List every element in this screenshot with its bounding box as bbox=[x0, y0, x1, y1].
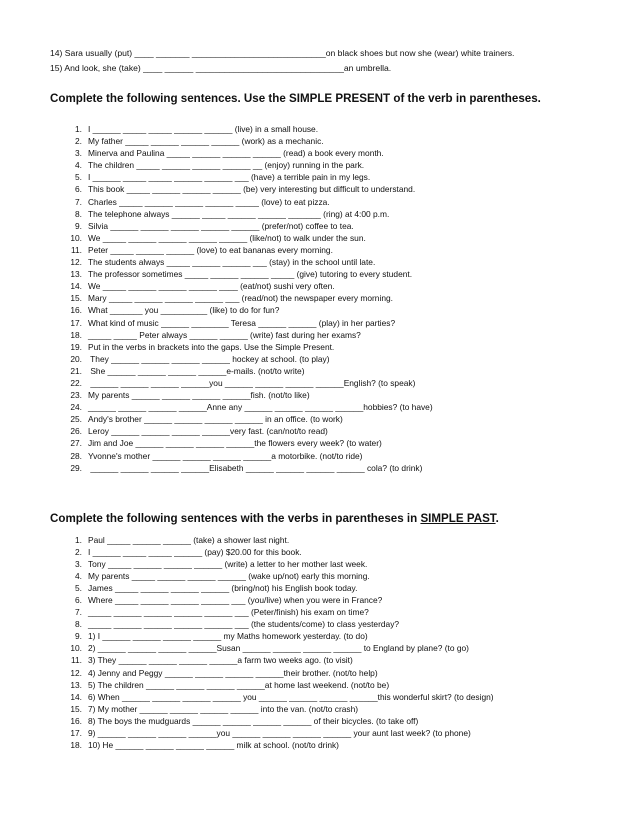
exercise-item bbox=[66, 341, 335, 353]
item-text: Minerva and Paulina _____ ______ ______ ______ (read) a book every month. bbox=[88, 148, 384, 159]
exercise-item bbox=[66, 317, 396, 329]
exercise-item bbox=[66, 534, 290, 546]
exercise-item bbox=[66, 546, 302, 558]
item-text: 5) The children ______ ______ ______ ______at home last weekend. (not/to be) bbox=[88, 679, 390, 690]
exercise-item bbox=[66, 220, 354, 232]
exercise-item bbox=[66, 642, 469, 654]
heading-prefix: Complete the following sentences with the verbs in parentheses in bbox=[50, 512, 421, 525]
item-number: 22. bbox=[70, 377, 82, 388]
exercise-item bbox=[66, 183, 416, 195]
exercise-item bbox=[66, 280, 335, 292]
exercise-item bbox=[66, 208, 390, 220]
simple-past-list bbox=[66, 534, 494, 751]
section-heading-simple-past bbox=[50, 512, 499, 525]
item-text: 6) When ______ ______ ______ ______ you ______ ______ ______ ______this wonderful skirt? (to design) bbox=[88, 691, 494, 702]
item-number: 2. bbox=[75, 547, 82, 558]
item-text: ______ ______ ______ ______Anne any ______ ______ ______ ______hobbies? (to have) bbox=[88, 402, 433, 413]
exercise-item bbox=[66, 377, 416, 389]
item-number: 15. bbox=[70, 703, 82, 714]
item-number: 8. bbox=[75, 208, 82, 219]
exercise-item bbox=[66, 147, 384, 159]
item-text: The students always _____ ______ ______ ___ (stay) in the school until late. bbox=[88, 257, 376, 268]
item-text: I ______ _____ _____ ______ ______ ___ (have) a terrible pain in my legs. bbox=[88, 172, 371, 183]
item-text: My parents ______ ______ ______ ______fish. (not/to like) bbox=[88, 390, 310, 401]
item-number: 1. bbox=[75, 124, 82, 134]
exercise-item bbox=[66, 159, 365, 171]
exercise-item bbox=[66, 703, 359, 715]
exercise-item bbox=[66, 437, 382, 449]
item-text: They ______ ______ ______ ______ hockey at school. (to play) bbox=[88, 353, 330, 364]
item-number: 11. bbox=[70, 655, 82, 666]
item-text: Charles _____ ______ ______ ______ _____ (love) to eat pizza. bbox=[88, 196, 330, 207]
item-number: 7. bbox=[75, 607, 82, 618]
item-number: 28. bbox=[70, 450, 82, 461]
exercise-line-14: 14) Sara usually (put) ____ _______ ____________________________on black shoes but now she (wear) white trainers. bbox=[50, 48, 515, 58]
item-text: 9) ______ ______ ______ ______you ______ ______ ______ ______ your aunt last week? (to phone) bbox=[88, 727, 471, 738]
item-text: 10) He ______ ______ ______ ______ milk at school. (not/to drink) bbox=[88, 739, 339, 750]
exercise-item bbox=[66, 715, 419, 727]
item-text: She ______ ______ ______ ______e-mails. (not/to write) bbox=[88, 365, 305, 376]
exercise-item bbox=[66, 256, 376, 268]
exercise-item bbox=[66, 292, 393, 304]
exercise-item bbox=[66, 558, 368, 570]
item-text: 1) I ______ ______ ______ ______ my Maths homework yesterday. (to do) bbox=[88, 631, 368, 642]
item-number: 2. bbox=[75, 136, 82, 147]
item-number: 8. bbox=[75, 619, 82, 630]
item-text: 7) My mother ______ ______ ______ ______ into the van. (not/to crash) bbox=[88, 703, 359, 714]
item-number: 9. bbox=[75, 220, 82, 231]
item-number: 21. bbox=[70, 365, 82, 376]
exercise-item bbox=[66, 329, 361, 341]
item-number: 27. bbox=[70, 438, 82, 449]
item-text: 4) Jenny and Peggy ______ ______ ______ ______their brother. (not/to help) bbox=[88, 667, 378, 678]
exercise-item bbox=[66, 135, 324, 147]
item-text: Jim and Joe ______ ______ ______ ______the flowers every week? (to water) bbox=[88, 438, 382, 449]
item-number: 19. bbox=[70, 341, 82, 352]
exercise-item bbox=[66, 425, 328, 437]
item-text: Yvonne's mother ______ ______ ______ ______a motorbike. (not/to ride) bbox=[88, 450, 363, 461]
exercise-item bbox=[66, 196, 330, 208]
item-text: Paul _____ ______ ______ (take) a shower last night. bbox=[88, 535, 290, 545]
item-text: Mary _____ ______ ______ ______ ___ (read/not) the newspaper every morning. bbox=[88, 293, 393, 304]
item-text: My parents _____ ______ ______ ______ (wake up/not) early this morning. bbox=[88, 571, 370, 582]
item-number: 18. bbox=[70, 329, 82, 340]
item-text: 2) ______ ______ ______ ______Susan ______ ______ ______ ______ to England by plane? (to go) bbox=[88, 643, 469, 654]
item-number: 24. bbox=[70, 402, 82, 413]
exercise-item bbox=[66, 606, 369, 618]
exercise-item bbox=[66, 654, 353, 666]
item-text: _____ ______ ______ ______ ______ ___ (Peter/finish) his exam on time? bbox=[88, 607, 369, 618]
continued-exercise bbox=[50, 46, 514, 76]
item-number: 7. bbox=[75, 196, 82, 207]
item-number: 18. bbox=[70, 739, 82, 750]
item-number: 5. bbox=[75, 172, 82, 183]
exercise-item bbox=[66, 667, 378, 679]
exercise-item bbox=[66, 582, 358, 594]
item-text: This book _____ ______ ______ ______ (be) very interesting but difficult to understand. bbox=[88, 184, 416, 195]
exercise-item bbox=[66, 304, 280, 316]
item-text: Where _____ ______ ______ ______ ___ (you/live) when you were in France? bbox=[88, 595, 383, 606]
item-text: What kind of music ______ ________ Teresa ______ ______ (play) in her parties? bbox=[88, 317, 396, 328]
exercise-item bbox=[66, 389, 310, 401]
item-number: 3. bbox=[75, 148, 82, 159]
item-text: James _____ ______ ______ ______ (bring/not) his English book today. bbox=[88, 583, 358, 594]
exercise-item bbox=[66, 365, 305, 377]
item-text: Leroy ______ ______ ______ ______very fast. (can/not/to read) bbox=[88, 426, 328, 437]
item-text: Put in the verbs in brackets into the gaps. Use the Simple Present. bbox=[88, 341, 335, 352]
item-text: We _____ ______ ______ ______ ____ (eat/not) sushi very often. bbox=[88, 281, 335, 292]
exercise-item bbox=[66, 462, 423, 474]
item-text: 8) The boys the mudguards ______ ______ ______ ______ of their bicycles. (to take off) bbox=[88, 715, 419, 726]
item-text: The professor sometimes _____ ______ ______ _____ (give) tutoring to every student. bbox=[88, 269, 413, 280]
exercise-item bbox=[66, 739, 339, 751]
item-text: _____ ______ ______ ______ ______ ___ (the students/come) to class yesterday? bbox=[88, 619, 400, 630]
item-number: 9. bbox=[75, 631, 82, 642]
exercise-item bbox=[66, 450, 363, 462]
exercise-item bbox=[66, 123, 319, 135]
item-text: What _______ you __________ (like) to do for fun? bbox=[88, 305, 280, 316]
item-number: 6. bbox=[75, 595, 82, 606]
item-number: 4. bbox=[75, 160, 82, 171]
item-number: 23. bbox=[70, 390, 82, 401]
item-number: 14. bbox=[70, 281, 82, 292]
item-text: Andy's brother ______ ______ ______ ______ in an office. (to work) bbox=[88, 414, 343, 425]
heading-suffix: . bbox=[495, 512, 499, 525]
item-number: 16. bbox=[70, 715, 82, 726]
item-number: 11. bbox=[70, 244, 82, 255]
item-number: 4. bbox=[75, 571, 82, 582]
exercise-item bbox=[66, 413, 343, 425]
item-text: _____ _____ Peter always ______ ______ (write) fast during her exams? bbox=[88, 329, 361, 340]
item-number: 17. bbox=[70, 727, 82, 738]
exercise-item bbox=[66, 618, 400, 630]
item-number: 17. bbox=[70, 317, 82, 328]
exercise-item bbox=[66, 679, 390, 691]
item-text: Peter _____ ______ ______ (love) to eat bananas every morning. bbox=[88, 244, 333, 255]
item-text: My father _____ ______ ______ ______ (work) as a mechanic. bbox=[88, 136, 324, 147]
item-number: 20. bbox=[70, 353, 82, 364]
item-text: I ______ _____ _____ ______ (pay) $20.00 for this book. bbox=[88, 547, 302, 558]
exercise-item bbox=[66, 171, 371, 183]
heading-emphasis: SIMPLE PAST bbox=[420, 512, 496, 525]
item-number: 12. bbox=[70, 667, 82, 678]
item-number: 14. bbox=[70, 691, 82, 702]
item-number: 3. bbox=[75, 559, 82, 570]
item-number: 25. bbox=[70, 414, 82, 425]
exercise-item bbox=[66, 232, 366, 244]
exercise-item bbox=[66, 268, 413, 280]
exercise-item bbox=[66, 570, 370, 582]
exercise-item bbox=[66, 401, 433, 413]
item-number: 10. bbox=[70, 643, 82, 654]
exercise-line-15: 15) And look, she (take) ____ ______ _______________________________an umbrella. bbox=[50, 63, 392, 73]
exercise-item bbox=[66, 353, 330, 365]
item-text: ______ ______ ______ ______you ______ ______ ______ ______English? (to speak) bbox=[88, 377, 416, 388]
item-text: The telephone always ______ _____ ______ ______ _______ (ring) at 4:00 p.m. bbox=[88, 208, 390, 219]
item-number: 13. bbox=[70, 679, 82, 690]
item-number: 16. bbox=[70, 305, 82, 316]
item-text: We _____ ______ ______ ______ ______ (like/not) to walk under the sun. bbox=[88, 232, 366, 243]
item-text: ______ ______ ______ ______Elisabeth ______ ______ ______ ______ cola? (to drink) bbox=[88, 462, 423, 473]
item-text: The children _____ ______ ______ ______ __ (enjoy) running in the park. bbox=[88, 160, 365, 171]
item-number: 12. bbox=[70, 257, 82, 268]
item-number: 15. bbox=[70, 293, 82, 304]
item-number: 13. bbox=[70, 269, 82, 280]
item-number: 6. bbox=[75, 184, 82, 195]
item-text: Silvia ______ ______ ______ ______ ______ (prefer/not) coffee to tea. bbox=[88, 220, 354, 231]
exercise-item bbox=[66, 630, 368, 642]
exercise-item bbox=[66, 594, 383, 606]
item-number: 29. bbox=[70, 462, 82, 473]
item-number: 1. bbox=[75, 535, 82, 545]
item-text: Tony _____ ______ ______ ______ (write) a letter to her mother last week. bbox=[88, 559, 368, 570]
exercise-item bbox=[66, 244, 333, 256]
item-number: 26. bbox=[70, 426, 82, 437]
exercise-item bbox=[66, 727, 471, 739]
section-heading-simple-present: Complete the following sentences. Use the SIMPLE PRESENT of the verb in parentheses. bbox=[50, 92, 541, 105]
item-text: 3) They ______ ______ ______ ______a farm two weeks ago. (to visit) bbox=[88, 655, 353, 666]
simple-present-list bbox=[66, 123, 433, 474]
exercise-item bbox=[66, 691, 494, 703]
item-number: 10. bbox=[70, 232, 82, 243]
item-text: I ______ _____ _____ ______ ______ (live) in a small house. bbox=[88, 124, 319, 134]
item-number: 5. bbox=[75, 583, 82, 594]
